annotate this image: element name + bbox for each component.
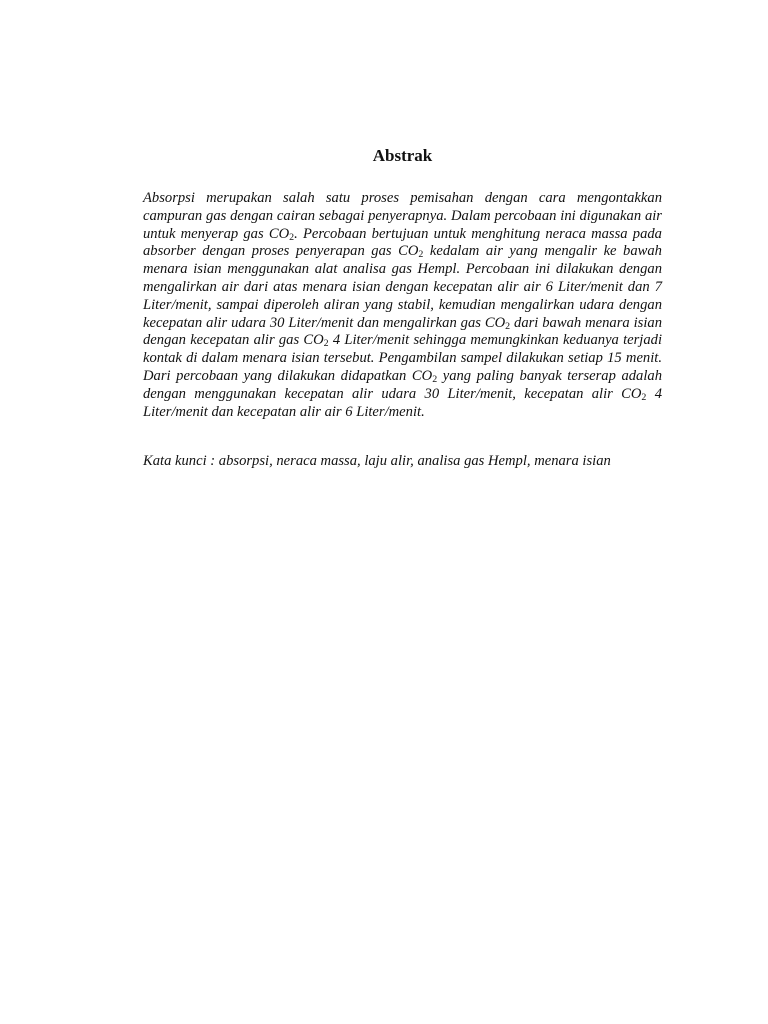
subscript-2: 2 <box>641 391 647 403</box>
abstract-text: . Percobaan bertujuan untuk menghitung neraca massa pada absorber dengan proses penyerapan gas CO <box>143 225 662 260</box>
abstract-text: Absorpsi merupakan salah satu proses pemisahan dengan cara mengontakkan campuran gas dengan cairan sebagai penyerapnya. Dalam percobaan ini digunakan air untuk menyerap gas CO <box>143 190 662 242</box>
abstract-paragraph <box>143 190 662 421</box>
subscript-2: 2 <box>432 373 438 385</box>
abstract-text: dari bawah menara isian dengan kecepatan alir gas CO <box>143 314 662 349</box>
subscript-2: 2 <box>289 231 295 243</box>
abstract-text: yang paling banyak terserap adalah dengan menggunakan kecepatan alir udara 30 Liter/menit, kecepatan alir CO <box>143 367 663 402</box>
keywords-line: Kata kunci : absorpsi, neraca massa, laju alir, analisa gas Hempl, menara isian <box>143 453 611 469</box>
subscript-2: 2 <box>418 249 424 261</box>
subscript-2: 2 <box>323 338 329 350</box>
abstract-text: 4 Liter/menit sehingga memungkinkan keduanya terjadi kontak di dalam menara isian tersebut. Pengambilan sampel dilakukan setiap 15 menit. Dari percobaan yang dilakukan didapatkan CO <box>143 332 662 384</box>
page-title: Abstrak <box>372 146 433 165</box>
abstract-text: kedalam air yang mengalir ke bawah menara isian menggunakan alat analisa gas Hempl. Percobaan ini dilakukan dengan mengalirkan air dari atas menara isian dengan kecepatan alir air 6 Liter/menit dan 7 Liter/menit, sampai diperoleh aliran yang stabil, kemudian mengalirkan udara dengan kecepatan alir udara 30 Liter/menit dan mengalirkan gas CO <box>143 243 662 331</box>
abstract-text: 4 Liter/menit dan kecepatan alir air 6 Liter/menit. <box>143 385 662 420</box>
subscript-2: 2 <box>505 320 511 332</box>
